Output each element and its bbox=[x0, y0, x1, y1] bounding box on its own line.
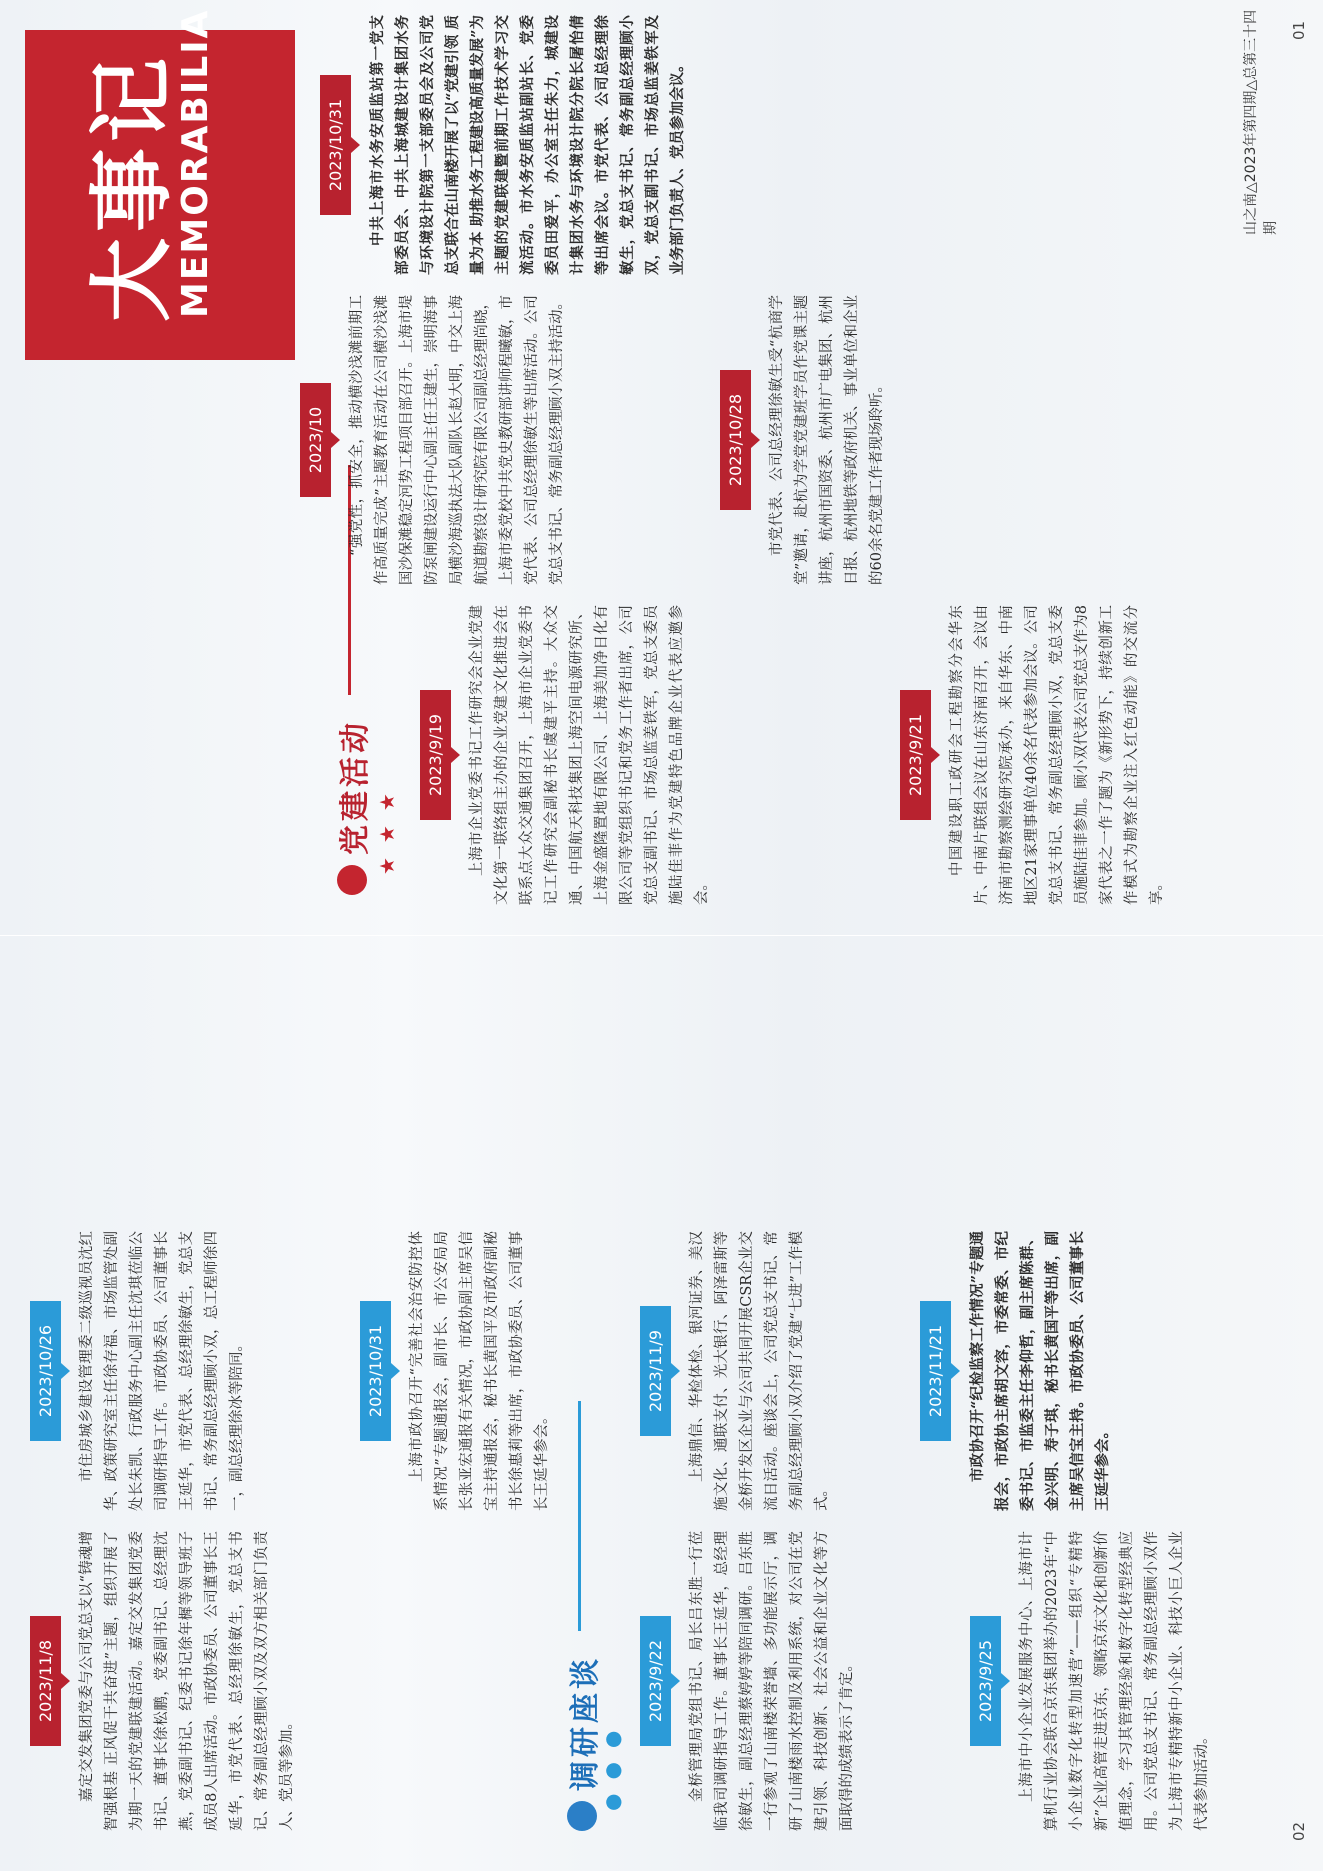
party-stars-icon: ★★★ bbox=[375, 779, 399, 875]
issue-header: 山之南△2023年第四期△总第三十四期 bbox=[1243, 9, 1279, 235]
entry-text: 中共上海市水务安质监站第一党支部委员会、中共上海城建设计集团水务与环境设计院第一支部委员会及公司党总支联合在山南楼开展了以“党建引领 质量为本 助推水务工程建设高质量发展”为主题的党建联建暨前期工作技术学习交流活动。市水务安质监站副站长、党委委员田爱平，办公室主任朱力，城建设计集团水务与环境设计院分院长屠怡倩等出席会议。市党代表、公司总经理徐敏生，党总支书记、常务副总经理顾小双，党总支副书记、市场总监姜铁军及业务部门负责人、党员参加会议。 bbox=[369, 15, 686, 275]
entry-2023-10-31-b bbox=[360, 1231, 555, 1511]
left-page bbox=[0, 936, 1323, 1871]
entry-2023-9-19 bbox=[420, 605, 715, 905]
entry-text: 中国建设职工政研会工程勘察分会华东片、中南片联组会议在山东济南召开，会议由济南市勘察测绘研究院承办，来自华东、中南地区21家理事单位40余名代表参加会议。公司党总支书记、常务副总经理顾小双，党总支委员施陆佳菲参加。顾小双代表公司党总支作为8家代表之一作了题为《新形势下，持续创新工作模式为勘察企业注入红色动能》的交流分享。 bbox=[949, 605, 1165, 905]
entry-text: 市党代表、公司总经理徐敏生受“杭商学堂”邀请，赴杭为学堂党建班学员作党课主题讲座，杭州市国资委、杭州市广电集团、杭州日报、杭州地铁等政府机关、事业单位和企业的60余名党建工作者现场聆听。 bbox=[769, 295, 885, 585]
masthead bbox=[25, 8, 295, 360]
date-tag: 2023/9/22 bbox=[640, 1616, 671, 1746]
section-title-research bbox=[560, 1655, 604, 1831]
entry-2023-11-8 bbox=[30, 1531, 300, 1831]
date-tag: 2023/11/9 bbox=[640, 1306, 671, 1436]
entry-text: 上海鼎信、华检体检、银河证券、美汉施文化、通联支付、光大银行、阿泽雷斯等金桥开发区企业与公司共同开展CSR企业交流日活动。座谈会上，公司党总支书记、常务副总经理顾小双介绍了党建“七进”工作模式。 bbox=[689, 1231, 830, 1511]
date-tag: 2023/10/26 bbox=[30, 1301, 61, 1441]
entry-text: 上海市中小企业发展服务中心、上海市计算机行业协会联合京东集团举办的2023年“中小企业数字化转型加速营”——组织“专精特新”企业高管走进京东，领略京东文化和创新价值理念，学习其管理经验和数字化转型经典应用。公司党总支书记、常务副总经理顾小双作为上海市专精特新中小企业、科技小巨人企业代表参加活动。 bbox=[1019, 1531, 1210, 1831]
entry-2023-9-21 bbox=[900, 605, 1170, 905]
date-tag: 2023/11/8 bbox=[30, 1616, 61, 1746]
entry-2023-11-9 bbox=[640, 1231, 835, 1511]
entry-text: 上海市企业党委书记工作研究会企业党建文化第一联络组主办的企业党建文化推进会在联系点大众交通集团召开，上海市企业党委书记工作研究会副秘书长虞建平主持。大众交通、中国航天科技集团上海空间电源研究所、上海金盛隆置地有限公司、上海美加净日化有限公司等党组织书记和党务工作者出席，公司党总支副书记、市场总监姜铁军，党总支委员施陆佳菲作为党建特色品牌企业代表应邀参会。 bbox=[469, 605, 710, 905]
party-emblem-icon bbox=[337, 865, 367, 895]
date-tag: 2023/10 bbox=[300, 383, 331, 497]
date-tag: 2023/10/31 bbox=[320, 75, 351, 215]
entry-2023-9-22 bbox=[640, 1531, 860, 1831]
date-tag: 2023/9/19 bbox=[420, 690, 451, 820]
entry-2023-10-31-a bbox=[320, 15, 690, 275]
right-page bbox=[0, 0, 1323, 935]
page-number-right: 01 bbox=[1290, 20, 1308, 40]
date-tag: 2023/10/28 bbox=[720, 370, 751, 510]
research-icon bbox=[567, 1801, 597, 1831]
date-tag: 2023/10/31 bbox=[360, 1301, 391, 1441]
entry-2023-10-28 bbox=[720, 295, 890, 585]
research-dots: ●●● bbox=[600, 1716, 624, 1811]
date-tag: 2023/9/21 bbox=[900, 690, 931, 820]
section-party-label: 党建活动 bbox=[338, 719, 373, 855]
entry-text: 市住房城乡建设管理委二级巡视员沈红华、政策研究室主任徐存福、市场监管处副处长朱凯、行政服务中心副主任沈琪莅临公司调研指导工作。市政协委员、公司董事长王延华，市党代表、总经理徐敏生，党总支书记、常务副总经理顾小双，总工程师徐四一，副总经理徐冰等陪同。 bbox=[79, 1231, 245, 1511]
entry-text: 上海市政协召开“完善社会治安防控体系情况”专题通报会，副市长、市公安局局长张亚宏通报有关情况，市政协副主席吴信宝主持通报会，秘书长黄国平及市政府副秘书长徐惠莉等出席，市政协委员、公司董事长王延华参会。 bbox=[409, 1231, 550, 1511]
research-title-line bbox=[578, 1401, 581, 1631]
section-title-party bbox=[330, 719, 374, 895]
date-tag: 2023/11/21 bbox=[920, 1301, 951, 1441]
entry-text: 金桥管理局党组书记、局长吕东胜一行莅临我司调研指导工作。董事长王延华，总经理徐敏生，副总经理蔡婷婷等陪同调研。吕东胜一行参观了山南楼荣誉墙、多功能展示厅，调研了山南楼雨水控制及利用系统，对公司在党建引领、科技创新、社会公益和企业文化等方面取得的成绩表示了肯定。 bbox=[689, 1531, 855, 1831]
entry-2023-10 bbox=[300, 295, 570, 585]
entry-2023-9-25 bbox=[970, 1531, 1215, 1831]
entry-text: “强党性，抓安全，推动横沙浅滩前期工作高质量完成”主题教育活动在公司横沙浅滩国沙保滩稳定河势工程项目部召开。上海市堤防泵闸建设运行中心副主任王建生，崇明海事局横沙海巡执法大队副队长赵大明，中交上海航道勘察设计研究院有限公司副总经理尚晓，上海市委党校中共党史教研部讲师程曦敏，市党代表、公司总经理徐敏生等出席活动。公司党总支书记、常务副总经理顾小双主持活动。 bbox=[349, 295, 565, 585]
date-tag: 2023/9/25 bbox=[970, 1616, 1001, 1746]
page-number-left: 02 bbox=[1290, 1821, 1308, 1841]
masthead-title: 大事记 bbox=[82, 51, 181, 322]
entry-text: 嘉定交发集团党委与公司党总支以“铸魂增智强根基 正风促干共奋进”主题，组织开展了为期一天的党建联建活动。嘉定交发集团党委书记、董事长徐松鹏，党委副书记、总经理沈燕，党委副书记、纪委书记徐年樨等领导班子成员8人出席活动。市政协委员、公司董事长王延华，市党代表、总经理徐敏生，党总支书记、常务副总经理顾小双及双方相关部门负责人、党员等参加。 bbox=[79, 1531, 295, 1831]
section-research-label: 调研座谈 bbox=[568, 1655, 603, 1791]
masthead-subtitle: MEMORABILIA bbox=[175, 8, 216, 318]
entry-2023-11-21 bbox=[920, 1231, 1115, 1511]
entry-2023-10-26 bbox=[30, 1231, 250, 1511]
entry-text: 市政协召开“纪检监察工作情况”专题通报会，市政协主席胡文容，市委常委、市纪委书记、市监委主任李仰哲，副主席陈群、金兴明、寿子琪，秘书长黄国平等出席，副主席吴信宝主持。市政协委员、公司董事长王延华参会。 bbox=[969, 1231, 1111, 1511]
